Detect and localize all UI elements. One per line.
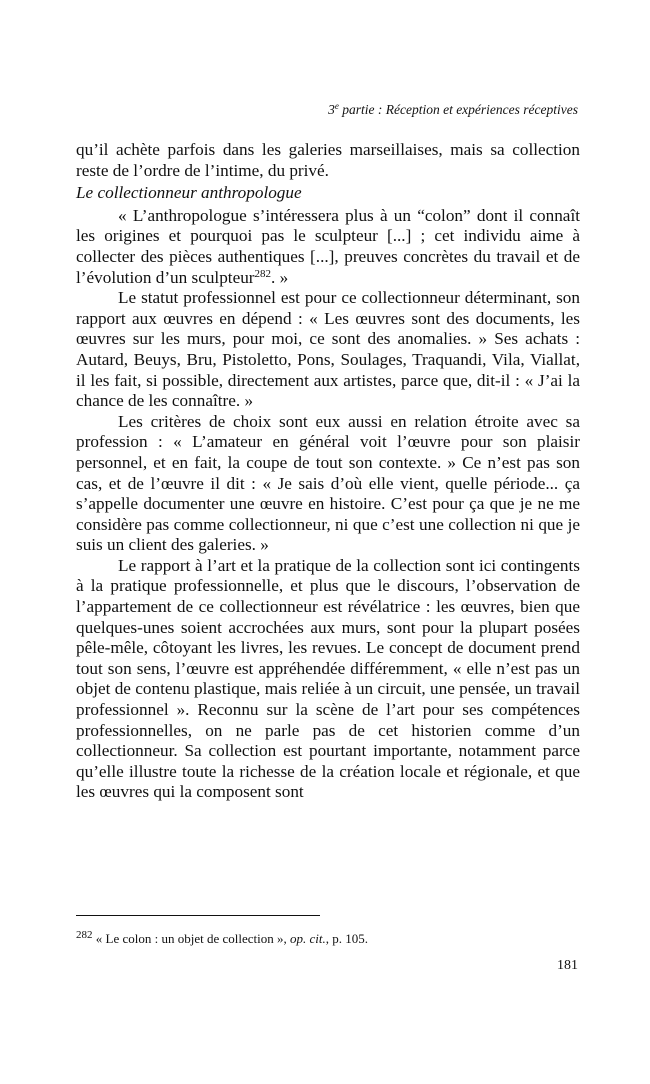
- header-part-sup: e: [334, 101, 339, 111]
- paragraph-1: qu’il achète parfois dans les galeries marseillaises, mais sa collection reste de l’ordre de l’intime, du privé.: [76, 140, 580, 180]
- main-text: [76, 140, 580, 803]
- paragraph-3: Le statut professionnel est pour ce collectionneur déterminant, son rapport aux œuvres en dépend : « Les œuvres sont des documents, les œuvres sur les murs, pour moi, ce sont des anomalies. » Ses achats : Autard, Beuys, Bru, Pistoletto, Pons, Soulages, Traquandi, Vila, Viallat, il les fait, si possible, directement aux artistes, parce que, dit-il : « J’ai la chance de les connaître. »: [76, 288, 580, 411]
- header-part-number: 3: [328, 102, 335, 117]
- page-number: 181: [557, 958, 578, 973]
- running-header: [328, 101, 578, 118]
- footnote-number: 282: [76, 929, 93, 941]
- footnote: [76, 929, 580, 947]
- header-part-title: partie : Réception et expériences réceptives: [338, 102, 578, 117]
- footnote-text-a: « Le colon : un objet de collection »,: [92, 931, 290, 946]
- paragraph-2-end: . »: [271, 267, 289, 287]
- paragraph-4: Les critères de choix sont eux aussi en relation étroite avec sa profession : « L’amateur en général voit l’œuvre pour son plaisir personnel, et en fait, la coupe de tout son contexte. » Ce n’est pas son cas, et de l’œuvre il dit : « Je sais d’où elle vient, quelle période... ça s’appelle documenter une œuvre en histoire. C’est pour ça que je ne me considère pas comme collectionneur, ni que c’est une collection ni que je suis un client des galeries. »: [76, 411, 580, 555]
- paragraph-2-text: « L’anthropologue s’intéressera plus à un “colon” dont il connaît les origines et pourquoi pas le sculpteur [...] ; cet individu aime à collecter des pièces authentiques [...], preuves concrètes du travail et de l’évolution d’un sculpteur: [76, 205, 580, 287]
- footnote-divider: [76, 915, 320, 916]
- paragraph-2: [76, 206, 580, 288]
- footnote-reference[interactable]: 282: [254, 267, 272, 280]
- footnote-text-b: , p. 105.: [325, 931, 368, 946]
- paragraph-5: Le rapport à l’art et la pratique de la collection sont ici contingents à la pratique professionnelle, et plus que le discours, l’observation de l’appartement de ce collectionneur est révélatrice : les œuvres, bien que quelques-unes soient accrochées aux murs, sont pour la plupart posées pêle-mêle, côtoyant les livres, les revues. Le concept de document prend tout son sens, l’œuvre est appréhendée différemment, « elle n’est pas un objet de contenu plastique, mais reliée à un circuit, une pensée, un travail professionnel ». Reconnu sur la scène de l’art pour ses compétences professionnelles, on ne parle pas de cet historien comme d’un collectionneur. Sa collection est pourtant importante, notamment parce qu’elle illustre toute la richesse de la création locale et régionale, et que les œuvres qui la composent sont: [76, 555, 580, 802]
- section-title: Le collectionneur anthropologue: [76, 183, 302, 203]
- footnote-text-italic: op. cit.: [289, 931, 326, 946]
